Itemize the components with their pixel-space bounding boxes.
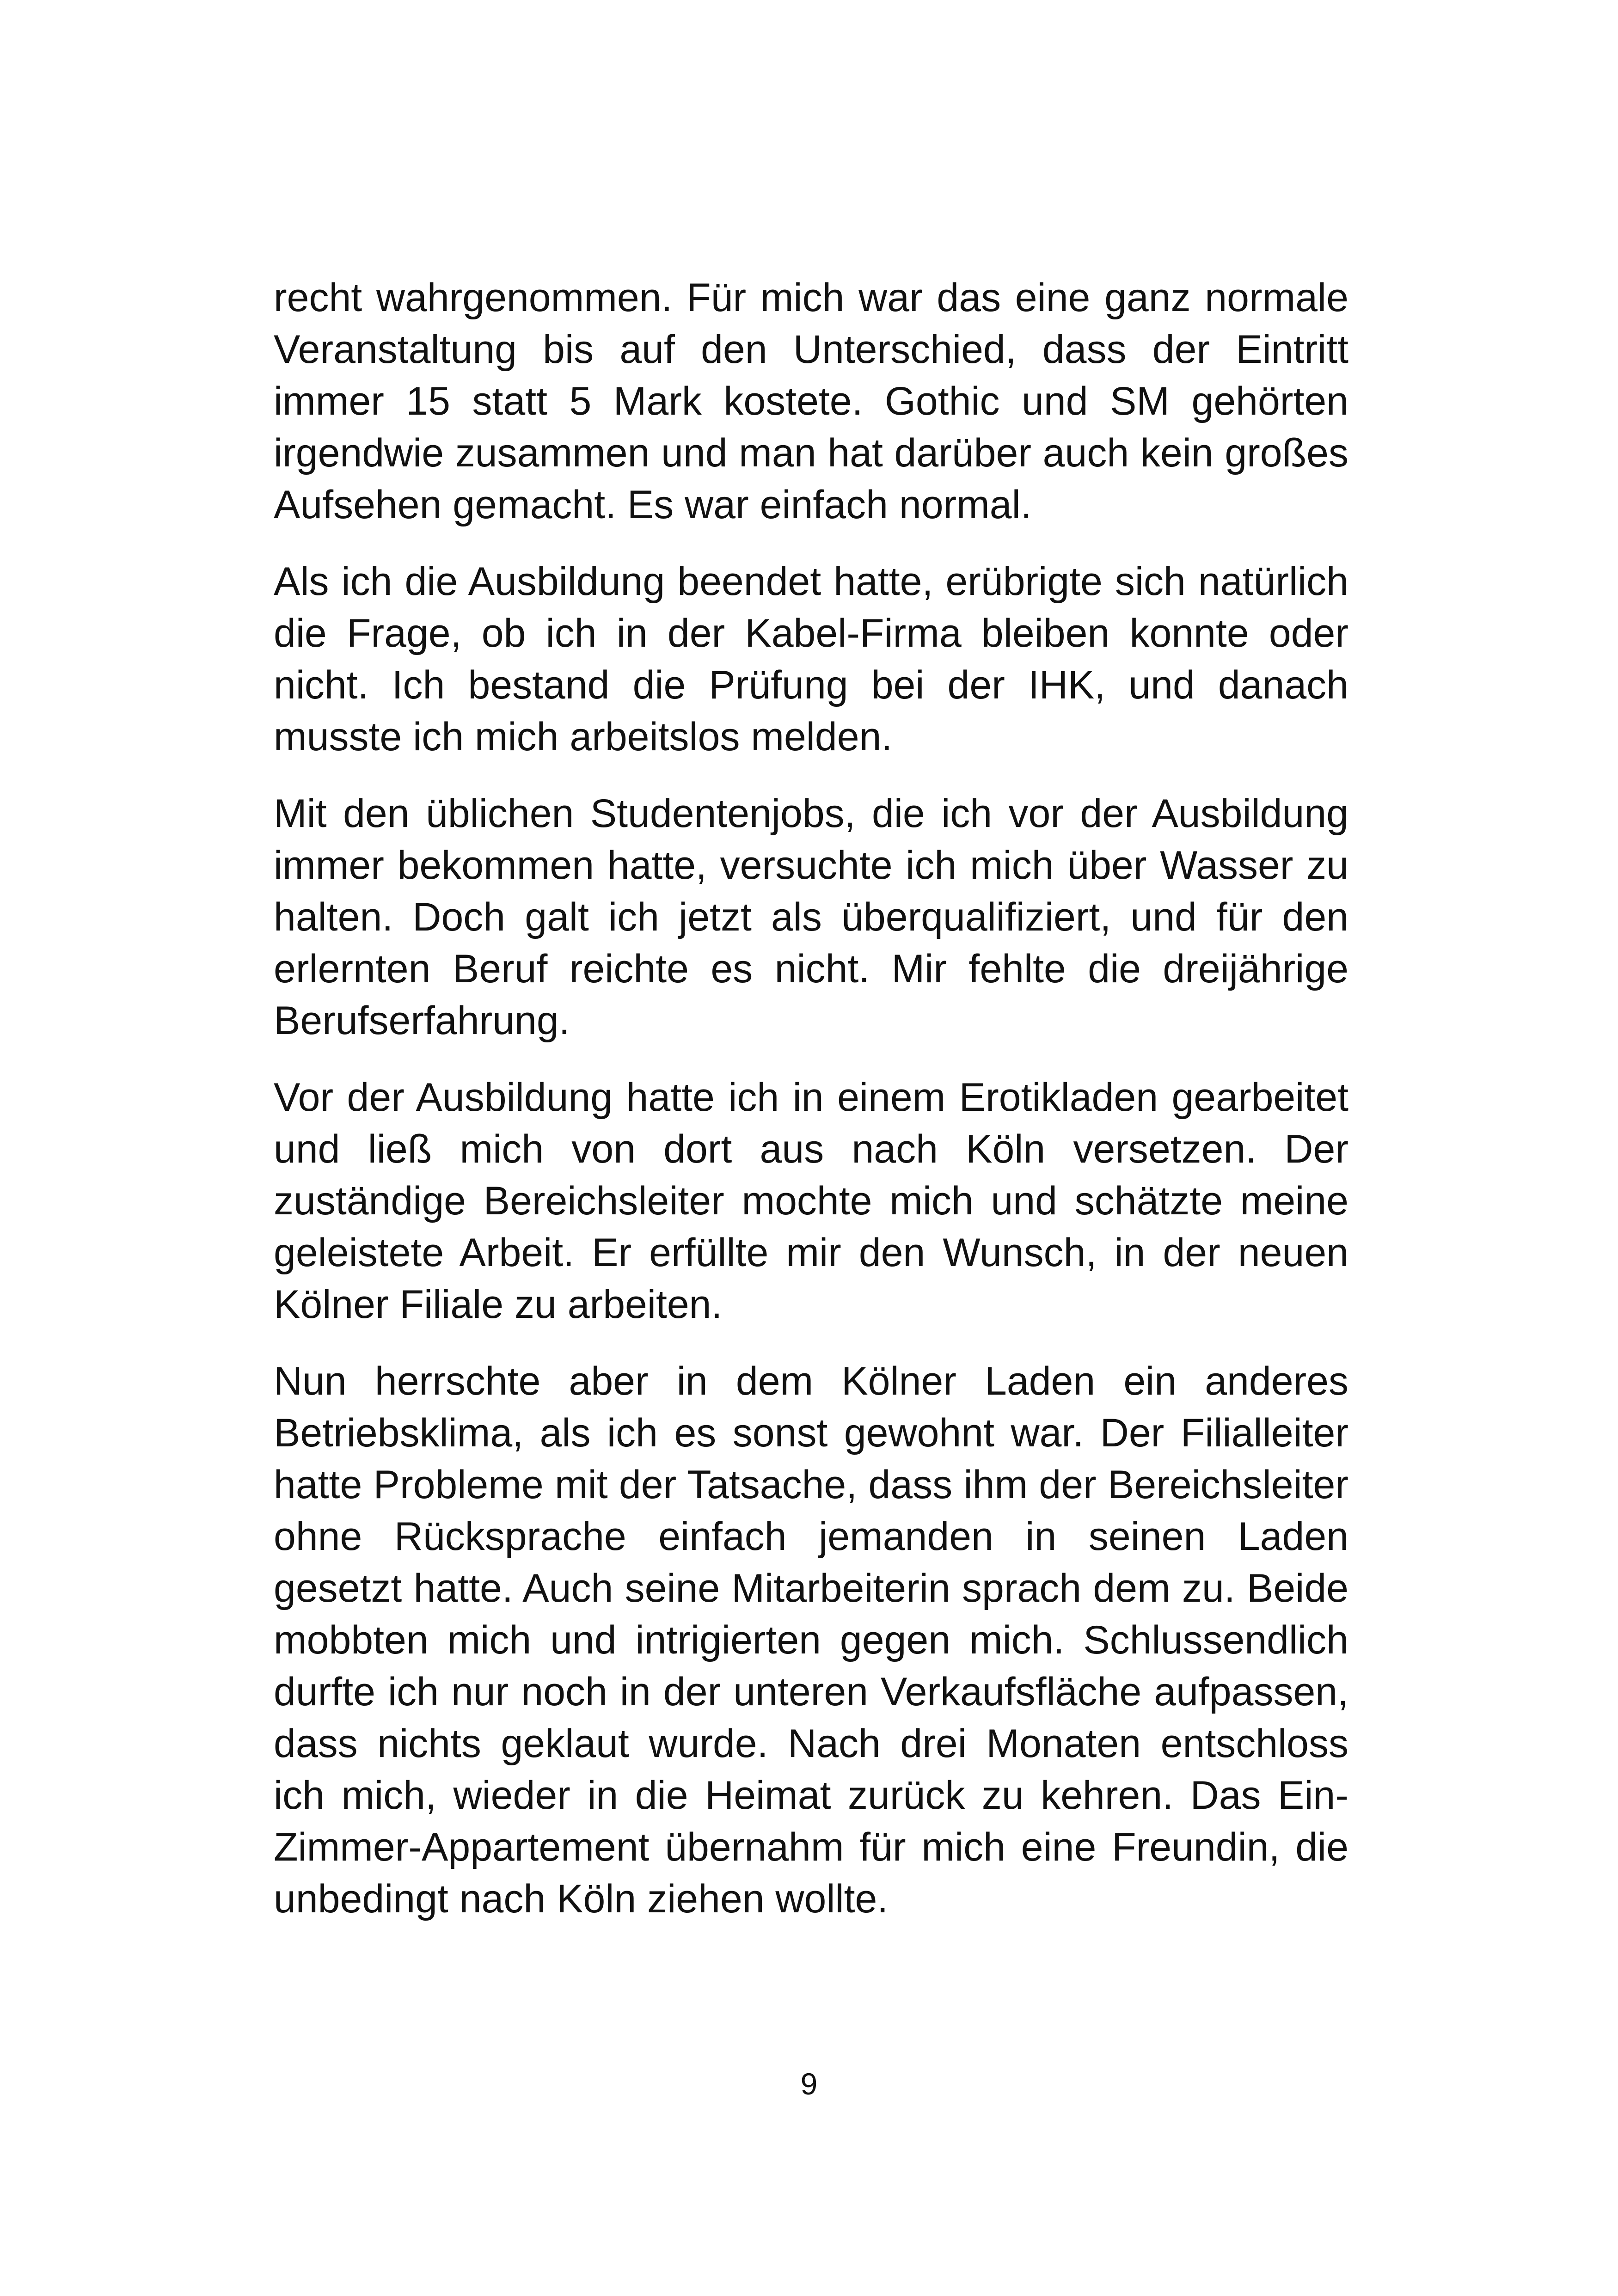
- paragraph-3: Mit den üblichen Studentenjobs, die ich vor der Ausbildung immer bekommen hatte, versuchte ich mich über Wasser zu halten. Doch galt ich jetzt als überqualifiziert, und für den erlernten Beruf reichte es nicht. Mir fehlte die dreijährige Berufserfahrung.: [274, 791, 1348, 1043]
- paragraph-1: recht wahrgenommen. Für mich war das eine ganz normale Veranstaltung bis auf den Unterschied, dass der Eintritt immer 15 statt 5 Mark kostete. Gothic und SM gehörten irgendwie zusammen und man hat darüber auch kein großes Aufsehen gemacht. Es war einfach normal.: [274, 276, 1348, 527]
- body-text: [274, 272, 1348, 1950]
- page-number: 9: [800, 2067, 818, 2101]
- paragraph-2: Als ich die Ausbildung beendet hatte, erübrigte sich natürlich die Frage, ob ich in der Kabel-Firma bleiben konnte oder nicht. Ich bestand die Prüfung bei der IHK, und danach musste ich mich arbeitslos melden.: [274, 559, 1348, 759]
- paragraph-5: Nun herrschte aber in dem Kölner Laden ein anderes Betriebsklima, als ich es sonst gewohnt war. Der Filialleiter hatte Probleme mit der Tatsache, dass ihm der Bereichsleiter ohne Rücksprache einfach jemanden in seinen Laden gesetzt hatte. Auch seine Mitarbeiterin sprach dem zu. Beide mobbten mich und intrigierten gegen mich. Schlussendlich durfte ich nur noch in der unteren Verkaufsfläche aufpassen, dass nichts geklaut wurde. Nach drei Monaten entschloss ich mich, wieder in die Heimat zurück zu kehren. Das Ein-Zimmer-Appartement übernahm für mich eine Freundin, die unbedingt nach Köln ziehen wollte.: [274, 1359, 1348, 1921]
- paragraph-4: Vor der Ausbildung hatte ich in einem Erotikladen gearbeitet und ließ mich von dort aus nach Köln versetzen. Der zuständige Bereichsleiter mochte mich und schätzte meine geleistete Arbeit. Er erfüllte mir den Wunsch, in der neuen Kölner Filiale zu arbeiten.: [274, 1075, 1348, 1327]
